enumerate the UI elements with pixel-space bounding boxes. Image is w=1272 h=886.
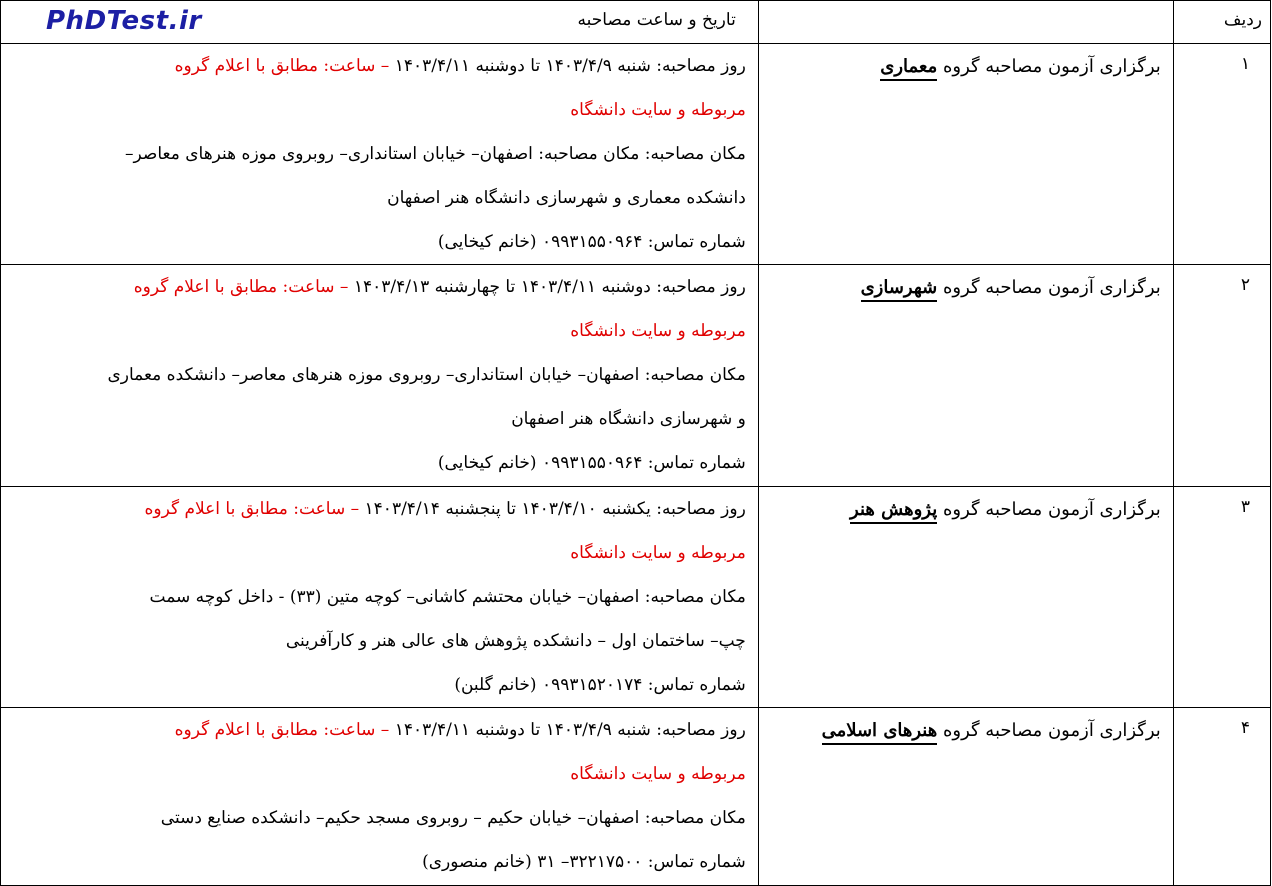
row-number-cell [1173, 44, 1270, 265]
table-row [1, 708, 1271, 886]
detail-line [13, 752, 746, 796]
exam-title-prefix: برگزاری آزمون مصاحبه گروه [937, 56, 1161, 77]
header-cell-row [1173, 1, 1270, 44]
interview-details [1, 487, 758, 707]
detail-line [13, 132, 746, 176]
detail-text: مکان مصاحبه: اصفهان– خیابان محتشم کاشانی– کوچه متین (۳۳) - داخل کوچه سمت [149, 587, 746, 607]
detail-line [13, 796, 746, 840]
row-number: ۱ [1240, 54, 1250, 74]
exam-title [759, 44, 1173, 80]
interview-details [1, 44, 758, 264]
detail-highlight-text: – ساعت: مطابق با اعلام گروه [174, 720, 395, 740]
detail-highlight-text: مربوطه و سایت دانشگاه [570, 321, 746, 341]
detail-line [13, 353, 746, 397]
group-name: پژوهش هنر [850, 499, 937, 524]
detail-highlight-text: – ساعت: مطابق با اعلام گروه [133, 277, 354, 297]
detail-line [13, 840, 746, 884]
header-cell-when [1, 1, 759, 44]
detail-text: روز مصاحبه: شنبه ۱۴۰۳/۴/۹ تا دوشنبه ۱۴۰۳/۴/۱۱ [394, 720, 746, 740]
interview-details [1, 265, 758, 485]
detail-highlight-text: مربوطه و سایت دانشگاه [570, 543, 746, 563]
interview-details-cell [1, 708, 759, 886]
detail-text: شماره تماس: ۰۹۹۳۱۵۵۰۹۶۴ (خانم کیخایی) [437, 453, 746, 473]
detail-line [13, 441, 746, 485]
detail-text: مکان مصاحبه: اصفهان– خیابان استانداری– روبروی موزه هنرهای معاصر– دانشکده معماری [107, 365, 746, 385]
detail-line [13, 531, 746, 575]
detail-line [13, 176, 746, 220]
group-name: شهرسازی [861, 277, 938, 302]
table-row [1, 487, 1271, 708]
interview-details-cell [1, 44, 759, 265]
interview-details [1, 708, 758, 884]
detail-line [13, 397, 746, 441]
row-number: ۴ [1240, 718, 1250, 738]
detail-highlight-text: – ساعت: مطابق با اعلام گروه [174, 56, 395, 76]
table-row [1, 44, 1271, 265]
detail-line [13, 663, 746, 707]
detail-line [13, 44, 746, 88]
exam-title [759, 487, 1173, 523]
exam-title-prefix: برگزاری آزمون مصاحبه گروه [937, 277, 1161, 298]
exam-title-prefix: برگزاری آزمون مصاحبه گروه [937, 499, 1161, 520]
detail-text: شماره تماس: ۰۹۹۳۱۵۲۰۱۷۴ (خانم گلبن) [454, 675, 746, 695]
detail-highlight-text: مربوطه و سایت دانشگاه [570, 764, 746, 784]
detail-line [13, 575, 746, 619]
table-header-row [1, 1, 1271, 44]
exam-title-cell [758, 487, 1173, 708]
detail-text: روز مصاحبه: شنبه ۱۴۰۳/۴/۹ تا دوشنبه ۱۴۰۳/۴/۱۱ [394, 56, 746, 76]
detail-line [13, 487, 746, 531]
exam-title-cell [758, 44, 1173, 265]
exam-title-cell [758, 265, 1173, 487]
exam-title [759, 708, 1173, 744]
site-logo: PhDTest.ir [46, 6, 202, 36]
exam-title [759, 265, 1173, 301]
group-name: معماری [880, 56, 937, 81]
exam-title-prefix: برگزاری آزمون مصاحبه گروه [937, 720, 1161, 741]
detail-highlight-text: مربوطه و سایت دانشگاه [570, 100, 746, 120]
detail-text: شماره تماس: ۰۹۹۳۱۵۵۰۹۶۴ (خانم کیخایی) [437, 232, 746, 252]
header-cell-title [758, 1, 1173, 44]
exam-title-cell [758, 708, 1173, 886]
group-name: هنرهای اسلامی [822, 720, 938, 745]
detail-text: روز مصاحبه: دوشنبه ۱۴۰۳/۴/۱۱ تا چهارشنبه ۱۴۰۳/۴/۱۳ [353, 277, 746, 297]
row-number-cell [1173, 708, 1270, 886]
detail-text: شماره تماس: ۳۲۲۱۷۵۰۰– ۳۱ (خانم منصوری) [422, 852, 746, 872]
detail-text: چپ– ساختمان اول – دانشکده پژوهش های عالی هنر و کارآفرینی [285, 631, 746, 651]
detail-text: مکان مصاحبه: مکان مصاحبه: اصفهان– خیابان استانداری– روبروی موزه هنرهای معاصر– [125, 144, 746, 164]
detail-line [13, 220, 746, 264]
detail-line [13, 88, 746, 132]
detail-line [13, 708, 746, 752]
row-number-cell [1173, 487, 1270, 708]
row-number-cell [1173, 265, 1270, 487]
table-row [1, 265, 1271, 487]
header-row-label: ردیف [1223, 10, 1262, 30]
detail-highlight-text: – ساعت: مطابق با اعلام گروه [144, 499, 365, 519]
detail-text: مکان مصاحبه: اصفهان– خیابان حکیم – روبروی مسجد حکیم– دانشکده صنایع دستی [160, 808, 746, 828]
header-when-label: تاریخ و ساعت مصاحبه [577, 10, 736, 30]
detail-text: و شهرسازی دانشگاه هنر اصفهان [511, 409, 746, 429]
detail-text: دانشکده معماری و شهرسازی دانشگاه هنر اصفهان [387, 188, 746, 208]
detail-line [13, 309, 746, 353]
detail-line [13, 265, 746, 309]
interview-details-cell [1, 265, 759, 487]
detail-line [13, 619, 746, 663]
row-number: ۲ [1240, 275, 1250, 295]
header-title-label [759, 1, 1173, 10]
row-number: ۳ [1240, 497, 1250, 517]
interview-details-cell [1, 487, 759, 708]
detail-text: روز مصاحبه: یکشنبه ۱۴۰۳/۴/۱۰ تا پنجشنبه ۱۴۰۳/۴/۱۴ [364, 499, 746, 519]
